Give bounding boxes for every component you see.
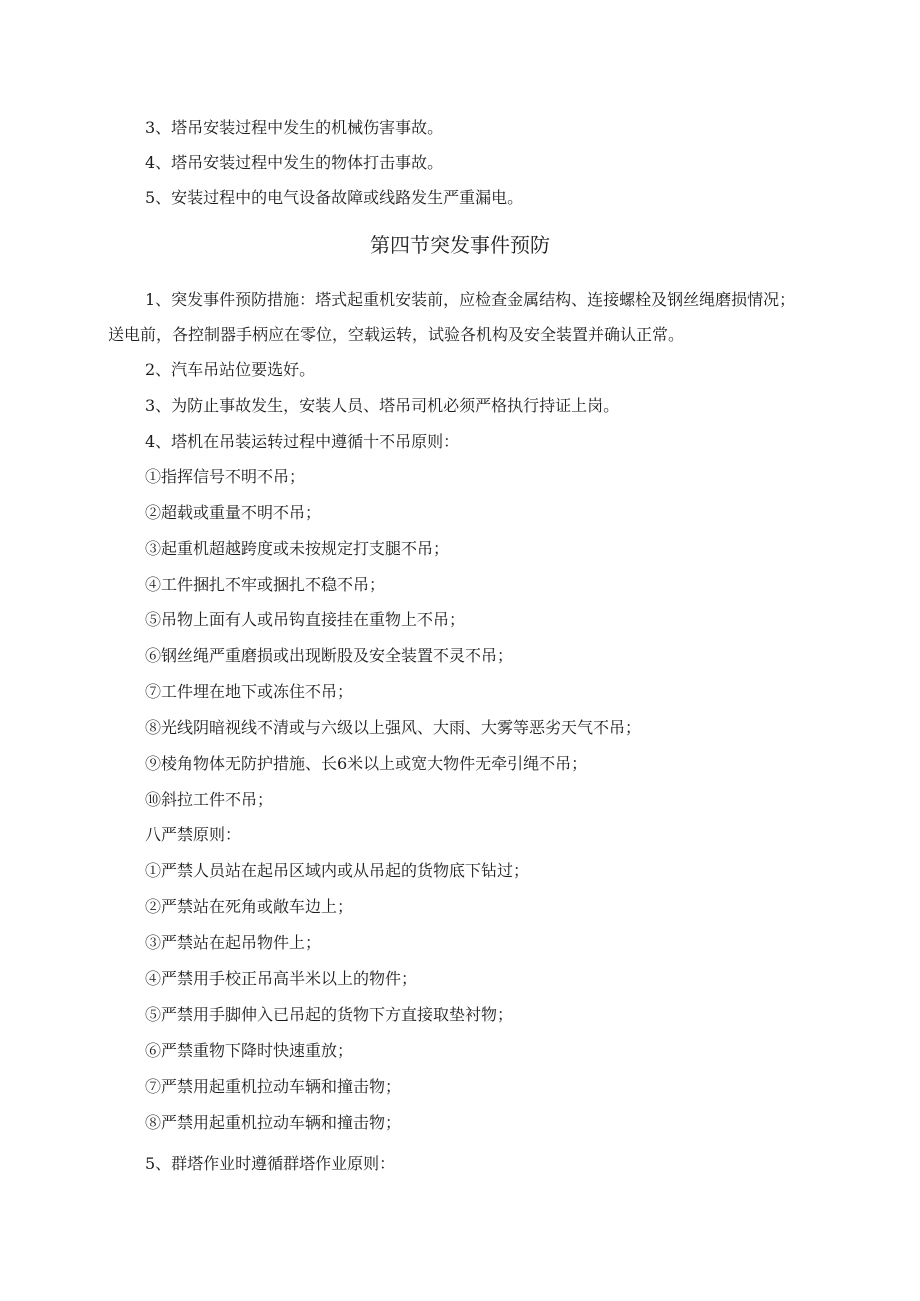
list-item: ⑧光线阴暗视线不清或与六级以上强风、大雨、大雾等恶劣天气不吊； bbox=[145, 718, 642, 737]
list-item: ⑦严禁用起重机拉动车辆和撞击物； bbox=[145, 1077, 402, 1096]
list-item: ③严禁站在起吊物件上； bbox=[145, 933, 322, 952]
list-item: ⑤严禁用手脚伸入已吊起的货物下方直接取垫衬物； bbox=[145, 1005, 514, 1024]
list-item: ②严禁站在死角或敞车边上； bbox=[145, 897, 354, 916]
paragraph-line: 送电前，各控制器手柄应在零位，空载运转，试验各机构及安全装置并确认正常。 bbox=[108, 325, 685, 344]
list-item: 4、塔吊安装过程中发生的物体打击事故。 bbox=[145, 153, 444, 172]
list-item: 3、为防止事故发生，安装人员、塔吊司机必须严格执行持证上岗。 bbox=[145, 396, 620, 415]
list-item: ⑦工件埋在地下或冻住不吊； bbox=[145, 682, 354, 701]
list-item: ①严禁人员站在起吊区域内或从吊起的货物底下钻过； bbox=[145, 861, 530, 880]
list-item: 3、塔吊安装过程中发生的机械伤害事故。 bbox=[145, 118, 444, 137]
list-item: ⑨棱角物体无防护措施、长6米以上或宽大物件无牵引绳不吊； bbox=[145, 754, 588, 773]
list-item: ⑥钢丝绳严重磨损或出现断股及安全装置不灵不吊； bbox=[145, 646, 514, 665]
paragraph-line: 1、突发事件预防措施：塔式起重机安装前，应检查金属结构、连接螺栓及钢丝绳磨损情况； bbox=[145, 290, 796, 309]
list-item: ⑤吊物上面有人或吊钩直接挂在重物上不吊； bbox=[145, 610, 466, 629]
section-title: 第四节突发事件预防 bbox=[370, 233, 550, 257]
list-item: 5、群塔作业时遵循群塔作业原则： bbox=[145, 1154, 396, 1173]
list-item: ④工件捆扎不牢或捆扎不稳不吊； bbox=[145, 575, 386, 594]
list-item: ①指挥信号不明不吊； bbox=[145, 467, 306, 486]
list-item: 4、塔机在吊装运转过程中遵循十不吊原则： bbox=[145, 432, 460, 451]
list-item: 八严禁原则： bbox=[145, 825, 242, 844]
list-item: ⑧严禁用起重机拉动车辆和撞击物； bbox=[145, 1113, 402, 1132]
list-item: 5、安装过程中的电气设备故障或线路发生严重漏电。 bbox=[145, 188, 524, 207]
list-item: ⑩斜拉工件不吊； bbox=[145, 790, 274, 809]
list-item: ③起重机超越跨度或未按规定打支腿不吊； bbox=[145, 539, 450, 558]
list-item: ④严禁用手校正吊高半米以上的物件； bbox=[145, 969, 418, 988]
list-item: ②超载或重量不明不吊； bbox=[145, 503, 322, 522]
list-item: ⑥严禁重物下降时快速重放； bbox=[145, 1041, 354, 1060]
list-item: 2、汽车吊站位要选好。 bbox=[145, 360, 316, 379]
